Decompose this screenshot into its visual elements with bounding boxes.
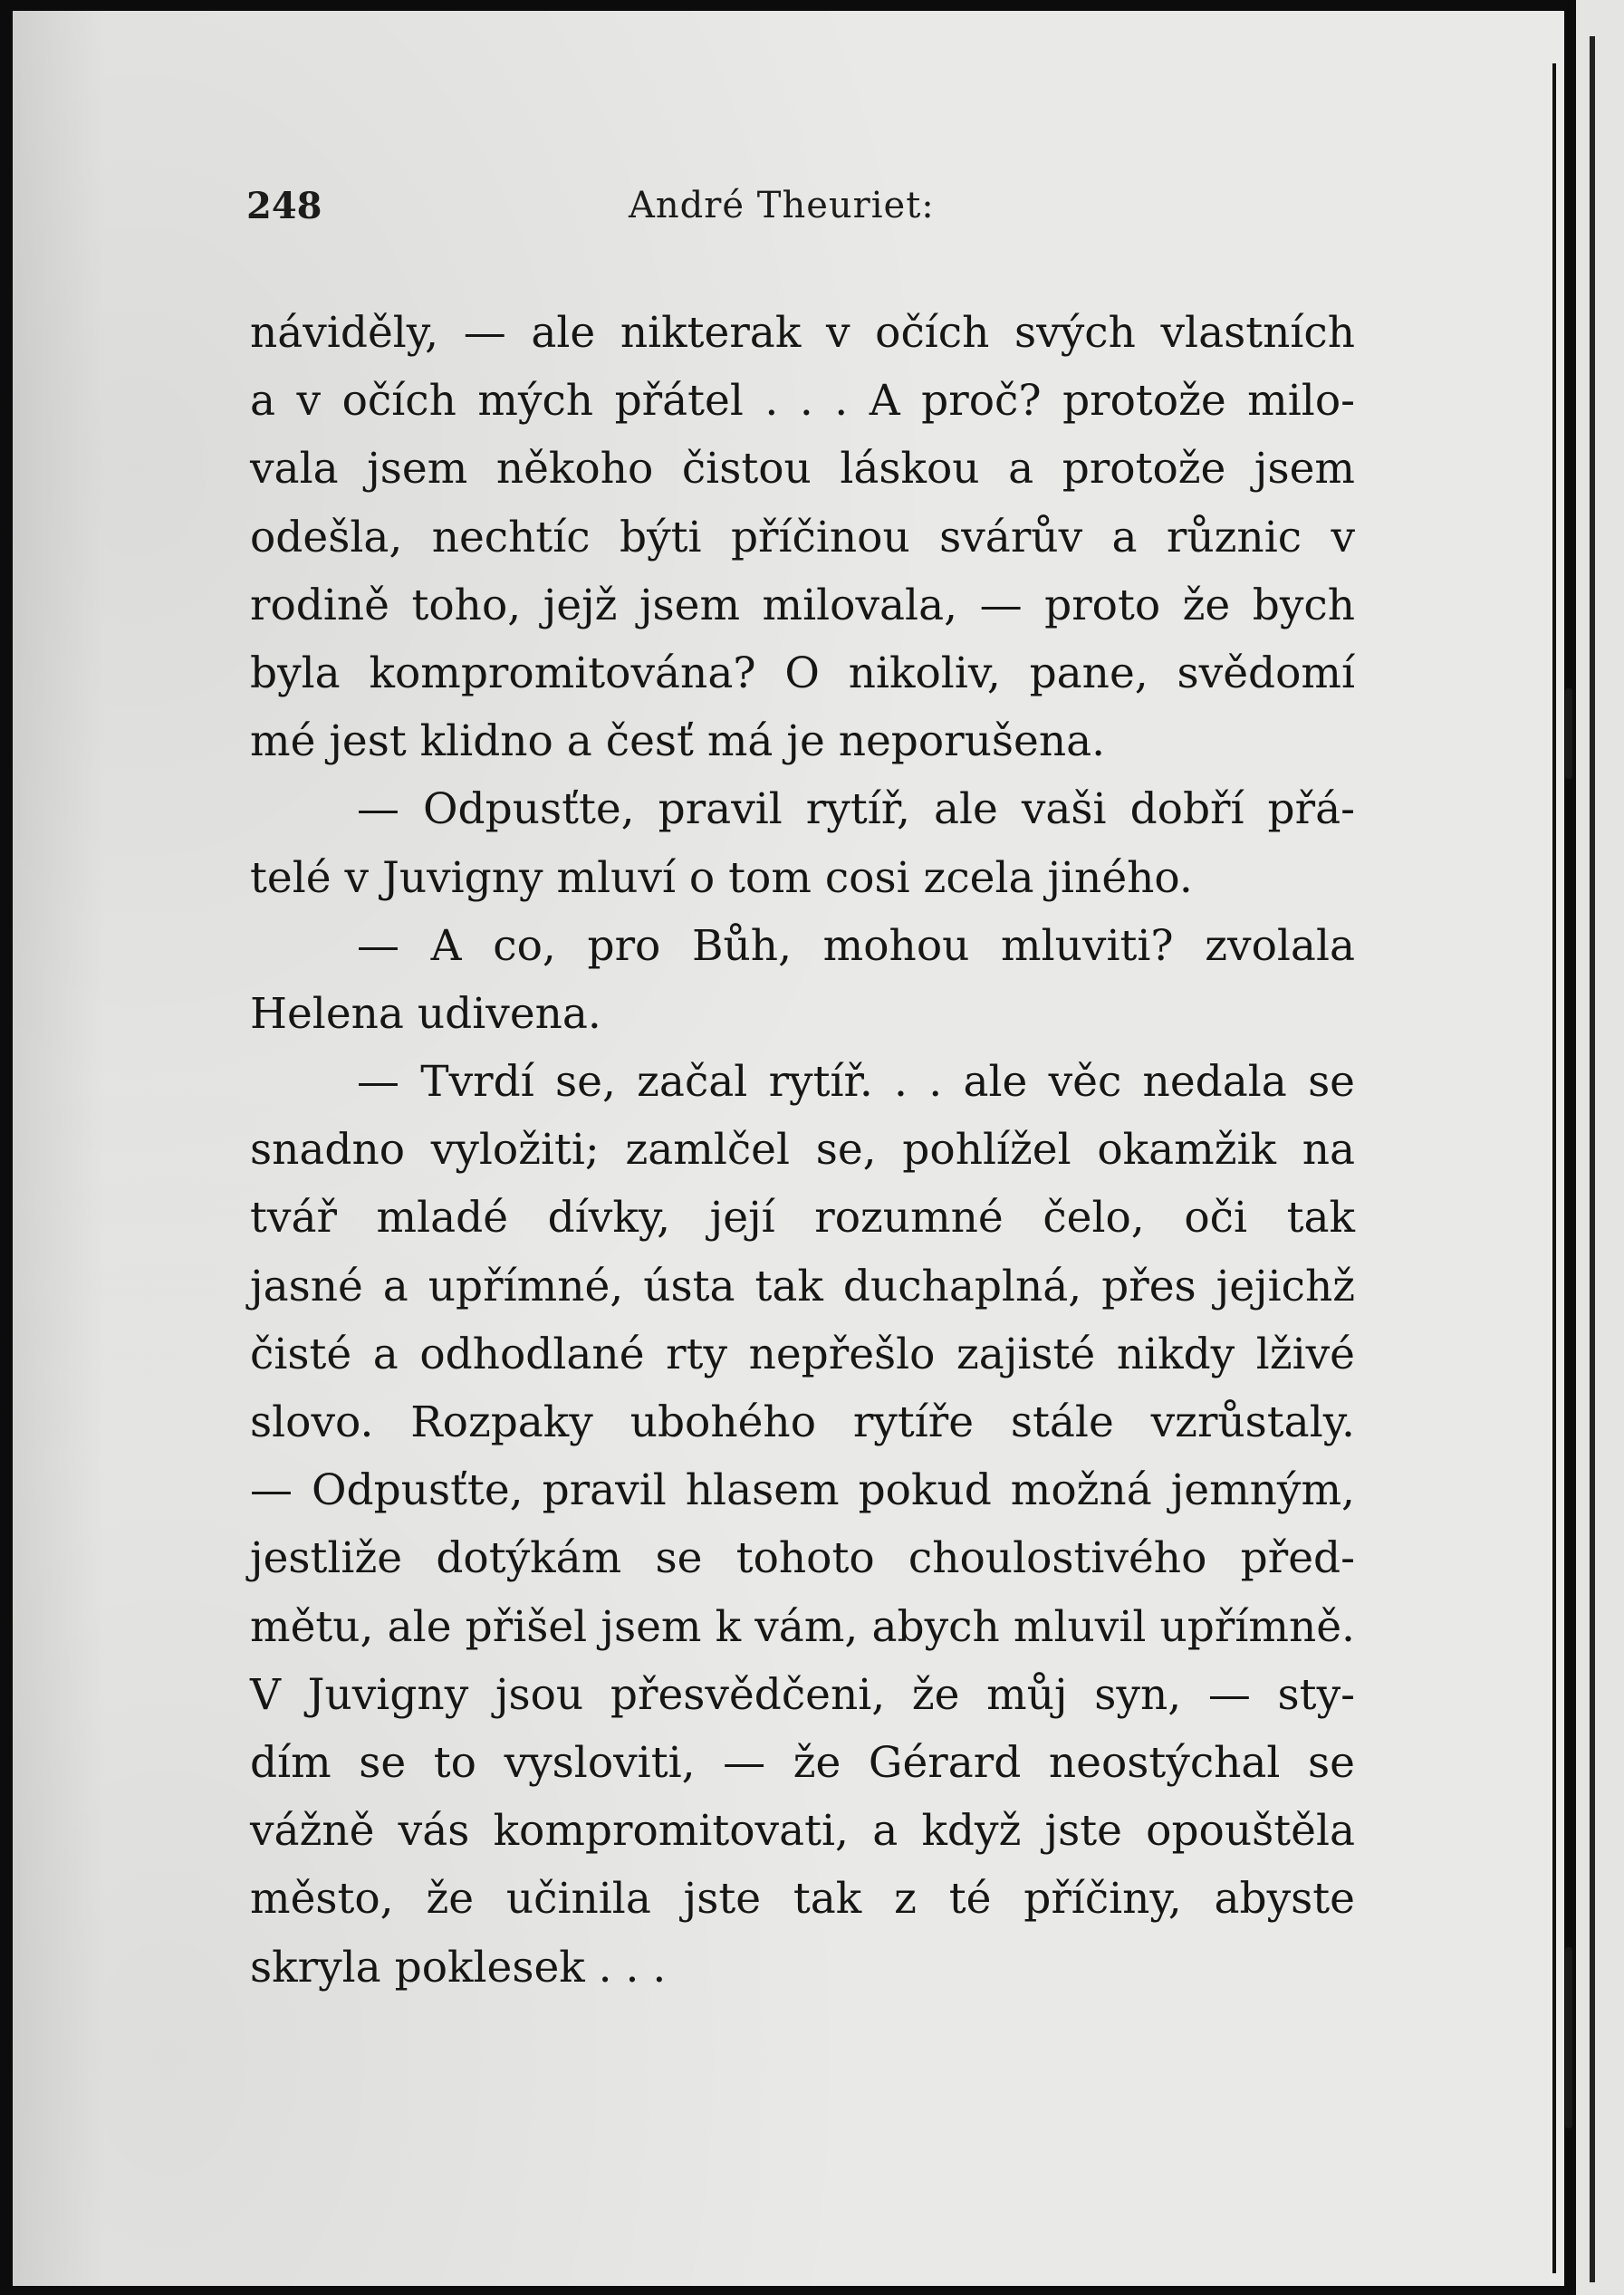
text-line: čisté a odhodlané rty nepřešlo zajisté nikdy lživé: [250, 1329, 1355, 1379]
text-line: Helena udivena.: [250, 988, 601, 1039]
text-line: dím se to vysloviti, — že Gérard neostýchal se: [250, 1737, 1355, 1788]
text-line: tvář mladé dívky, její rozumné čelo, oči tak: [250, 1193, 1355, 1244]
text-line: snadno vyložiti; zamlčel se, pohlížel okamžik na: [250, 1125, 1355, 1176]
text-line: telé v Juvigny mluví o tom cosi zcela jiného.: [250, 852, 1193, 903]
text-line: rodině toho, jejž jsem milovala, — proto že bych: [250, 580, 1355, 630]
text-line: a v očích mých přátel . . . A proč? protože milo-: [250, 376, 1355, 427]
text-line: — Odpusťte, pravil hlasem pokud možná jemným,: [250, 1465, 1355, 1516]
text-line: — Tvrdí se, začal rytíř. . . ale věc nedala se: [357, 1057, 1355, 1108]
gutter-mark: [1565, 688, 1572, 779]
text-line: — A co, pro Bůh, mohou mluviti? zvolala: [357, 920, 1355, 971]
text-line: slovo. Rozpaky ubohého rytíře stále vzrůstaly.: [250, 1397, 1355, 1447]
text-line: město, že učinila jste tak z té příčiny, abyste: [250, 1874, 1355, 1925]
text-line: V Juvigny jsou přesvědčeni, že můj syn, — sty-: [250, 1669, 1355, 1720]
gutter-shadow: [1552, 63, 1556, 2273]
text-line: jasné a upřímné, ústa tak duchaplná, přes jejichž: [250, 1261, 1355, 1311]
text-line: jestliže dotýkám se tohoto choulostivého před-: [250, 1533, 1355, 1584]
text-line: vážně vás kompromitovati, a když jste opouštěla: [250, 1806, 1355, 1857]
text-line: mětu, ale přišel jsem k vám, abych mluvil upřímně.: [250, 1601, 1355, 1652]
text-line: mé jest klidno a česť má je neporušena.: [250, 716, 1106, 767]
page-header: [13, 185, 1564, 239]
gutter-mark: [1565, 1947, 1572, 2128]
page-number: 248: [246, 185, 322, 227]
text-line: byla kompromitována? O nikoliv, pane, svědomí: [250, 648, 1355, 698]
page-shadow-line: [1590, 36, 1595, 2282]
body-text: [250, 299, 1355, 2002]
text-line: náviděly, — ale nikterak v očích svých vlastních: [250, 308, 1355, 358]
book-page: [13, 11, 1564, 2286]
text-line: skryla poklesek . . .: [250, 1942, 667, 1993]
adjacent-page-edge: [1576, 0, 1624, 2295]
text-line: — Odpusťte, pravil rytíř, ale vaši dobří přá-: [357, 784, 1355, 835]
text-line: odešla, nechtíc býti příčinou svárův a různic v: [250, 512, 1355, 562]
running-head: André Theuriet:: [629, 185, 935, 226]
text-line: vala jsem někoho čistou láskou a protože jsem: [250, 444, 1355, 495]
